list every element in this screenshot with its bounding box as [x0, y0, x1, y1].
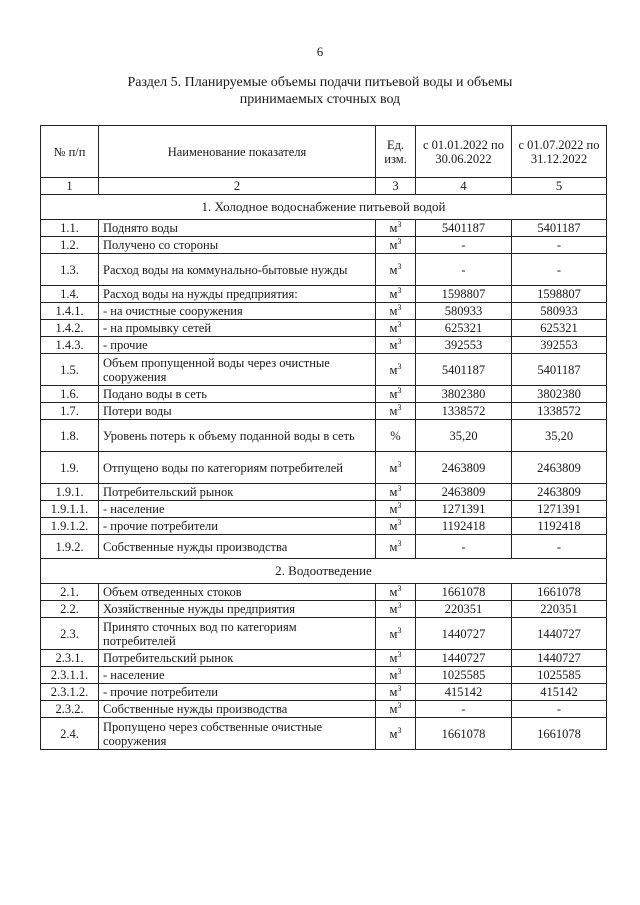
unit: $м^3$ [376, 650, 416, 667]
indicator-name: Получено со стороны [99, 237, 376, 254]
indicator-name: Уровень потерь к объему поданной воды в сеть [99, 420, 376, 452]
value-period-1: 1192418 [416, 518, 512, 535]
table-row [41, 452, 607, 484]
value-period-1: 1661078 [416, 584, 512, 601]
section-heading: 1. Холодное водоснабжение питьевой водой [41, 195, 607, 220]
row-number: 1.9. [41, 452, 99, 484]
indicator-name: Объем отведенных стоков [99, 584, 376, 601]
value-period-2: 392553 [512, 337, 607, 354]
table-row [41, 601, 607, 618]
unit: $м^3$ [376, 237, 416, 254]
table-header-row [41, 126, 607, 178]
table-row [41, 337, 607, 354]
column-number: 3 [376, 178, 416, 195]
value-period-2: 580933 [512, 303, 607, 320]
value-period-2: - [512, 535, 607, 559]
value-period-2: 1661078 [512, 584, 607, 601]
table-row [41, 286, 607, 303]
table-row [41, 403, 607, 420]
value-period-1: 1440727 [416, 618, 512, 650]
value-period-1: 1661078 [416, 718, 512, 750]
value-period-1: - [416, 535, 512, 559]
value-period-2: 220351 [512, 601, 607, 618]
value-period-1: 1025585 [416, 667, 512, 684]
value-period-2: - [512, 254, 607, 286]
row-number: 2.2. [41, 601, 99, 618]
value-period-1: 580933 [416, 303, 512, 320]
value-period-1: 35,20 [416, 420, 512, 452]
section-title [80, 74, 560, 108]
table-row [41, 254, 607, 286]
section-heading-row [41, 559, 607, 584]
table-row [41, 718, 607, 750]
unit: $м^3$ [376, 320, 416, 337]
table-row [41, 354, 607, 386]
unit: $м^3$ [376, 286, 416, 303]
row-number: 1.4.1. [41, 303, 99, 320]
indicator-name: Принято сточных вод по категориям потребителей [99, 618, 376, 650]
unit: % [376, 420, 416, 452]
page-number: 6 [316, 44, 324, 59]
table-row [41, 501, 607, 518]
indicator-name: - на промывку сетей [99, 320, 376, 337]
indicator-name: Объем пропущенной воды через очистные сооружения [99, 354, 376, 386]
table-row [41, 320, 607, 337]
row-number: 2.3.2. [41, 701, 99, 718]
section-title-line1: Раздел 5. Планируемые объемы подачи питьевой воды и объемы [127, 75, 513, 90]
indicator-name: - на очистные сооружения [99, 303, 376, 320]
value-period-2: 1440727 [512, 650, 607, 667]
table-row [41, 237, 607, 254]
row-number: 1.9.1.1. [41, 501, 99, 518]
indicator-name: Собственные нужды производства [99, 701, 376, 718]
section-heading-row [41, 195, 607, 220]
indicator-name: Потребительский рынок [99, 650, 376, 667]
value-period-2: 625321 [512, 320, 607, 337]
value-period-2: 415142 [512, 684, 607, 701]
value-period-1: - [416, 701, 512, 718]
unit: $м^3$ [376, 667, 416, 684]
value-period-1: 5401187 [416, 220, 512, 237]
indicator-name: Хозяйственные нужды предприятия [99, 601, 376, 618]
table-row [41, 650, 607, 667]
unit: $м^3$ [376, 354, 416, 386]
row-number: 1.9.2. [41, 535, 99, 559]
row-number: 2.3.1.2. [41, 684, 99, 701]
unit: $м^3$ [376, 601, 416, 618]
value-period-2: - [512, 701, 607, 718]
unit: $м^3$ [376, 403, 416, 420]
header-num: № п/п [41, 126, 99, 178]
indicator-name: Расход воды на коммунально-бытовые нужды [99, 254, 376, 286]
value-period-1: 3802380 [416, 386, 512, 403]
table-row [41, 618, 607, 650]
unit: $м^3$ [376, 501, 416, 518]
volumes-table [40, 125, 607, 750]
header-name: Наименование показателя [99, 126, 376, 178]
table-row [41, 518, 607, 535]
row-number: 1.6. [41, 386, 99, 403]
value-period-1: 415142 [416, 684, 512, 701]
row-number: 1.2. [41, 237, 99, 254]
table-row [41, 484, 607, 501]
value-period-1: 1598807 [416, 286, 512, 303]
row-number: 1.4. [41, 286, 99, 303]
value-period-2: 1440727 [512, 618, 607, 650]
value-period-1: 1440727 [416, 650, 512, 667]
header-period-1: с 01.01.2022 по 30.06.2022 [416, 126, 512, 178]
section-heading: 2. Водоотведение [41, 559, 607, 584]
indicator-name: - прочие потребители [99, 518, 376, 535]
indicator-name: Потери воды [99, 403, 376, 420]
column-numbers-row [41, 178, 607, 195]
value-period-2: 2463809 [512, 452, 607, 484]
row-number: 2.3. [41, 618, 99, 650]
value-period-2: - [512, 237, 607, 254]
value-period-1: 392553 [416, 337, 512, 354]
unit: $м^3$ [376, 584, 416, 601]
row-number: 1.3. [41, 254, 99, 286]
row-number: 1.1. [41, 220, 99, 237]
value-period-1: 625321 [416, 320, 512, 337]
value-period-2: 35,20 [512, 420, 607, 452]
indicator-name: Отпущено воды по категориям потребителей [99, 452, 376, 484]
value-period-2: 2463809 [512, 484, 607, 501]
table-row [41, 667, 607, 684]
unit: $м^3$ [376, 220, 416, 237]
value-period-2: 1598807 [512, 286, 607, 303]
unit: $м^3$ [376, 618, 416, 650]
indicator-name: Потребительский рынок [99, 484, 376, 501]
indicator-name: Поднято воды [99, 220, 376, 237]
value-period-1: 5401187 [416, 354, 512, 386]
table-row [41, 303, 607, 320]
unit: $м^3$ [376, 254, 416, 286]
unit: $м^3$ [376, 701, 416, 718]
column-number: 2 [99, 178, 376, 195]
unit: $м^3$ [376, 337, 416, 354]
unit: $м^3$ [376, 484, 416, 501]
table-row [41, 220, 607, 237]
column-number: 4 [416, 178, 512, 195]
value-period-1: - [416, 254, 512, 286]
row-number: 2.4. [41, 718, 99, 750]
value-period-2: 3802380 [512, 386, 607, 403]
table-row [41, 535, 607, 559]
section-title-line2: принимаемых сточных вод [239, 92, 401, 107]
table-row [41, 386, 607, 403]
header-period-2: с 01.07.2022 по 31.12.2022 [512, 126, 607, 178]
unit: $м^3$ [376, 684, 416, 701]
indicator-name: - прочие потребители [99, 684, 376, 701]
value-period-1: 220351 [416, 601, 512, 618]
value-period-1: 1271391 [416, 501, 512, 518]
row-number: 1.9.1.2. [41, 518, 99, 535]
value-period-1: 2463809 [416, 484, 512, 501]
unit: $м^3$ [376, 718, 416, 750]
unit: $м^3$ [376, 535, 416, 559]
column-number: 5 [512, 178, 607, 195]
indicator-name: - население [99, 667, 376, 684]
row-number: 1.8. [41, 420, 99, 452]
unit: $м^3$ [376, 386, 416, 403]
row-number: 1.4.3. [41, 337, 99, 354]
table-body [41, 195, 607, 750]
indicator-name: Пропущено через собственные очистные сооружения [99, 718, 376, 750]
row-number: 1.7. [41, 403, 99, 420]
column-number: 1 [41, 178, 99, 195]
value-period-1: 2463809 [416, 452, 512, 484]
value-period-2: 1192418 [512, 518, 607, 535]
value-period-2: 1661078 [512, 718, 607, 750]
unit: $м^3$ [376, 518, 416, 535]
value-period-2: 1025585 [512, 667, 607, 684]
value-period-1: 1338572 [416, 403, 512, 420]
unit: $м^3$ [376, 303, 416, 320]
table-row [41, 684, 607, 701]
indicator-name: - прочие [99, 337, 376, 354]
row-number: 1.4.2. [41, 320, 99, 337]
value-period-2: 5401187 [512, 354, 607, 386]
indicator-name: Подано воды в сеть [99, 386, 376, 403]
header-unit: Ед. изм. [376, 126, 416, 178]
unit: $м^3$ [376, 452, 416, 484]
value-period-2: 5401187 [512, 220, 607, 237]
row-number: 2.3.1.1. [41, 667, 99, 684]
value-period-2: 1338572 [512, 403, 607, 420]
indicator-name: Собственные нужды производства [99, 535, 376, 559]
table-row [41, 584, 607, 601]
indicator-name: - население [99, 501, 376, 518]
value-period-2: 1271391 [512, 501, 607, 518]
indicator-name: Расход воды на нужды предприятия: [99, 286, 376, 303]
row-number: 1.5. [41, 354, 99, 386]
table-row [41, 701, 607, 718]
row-number: 2.3.1. [41, 650, 99, 667]
row-number: 2.1. [41, 584, 99, 601]
row-number: 1.9.1. [41, 484, 99, 501]
value-period-1: - [416, 237, 512, 254]
table-row [41, 420, 607, 452]
